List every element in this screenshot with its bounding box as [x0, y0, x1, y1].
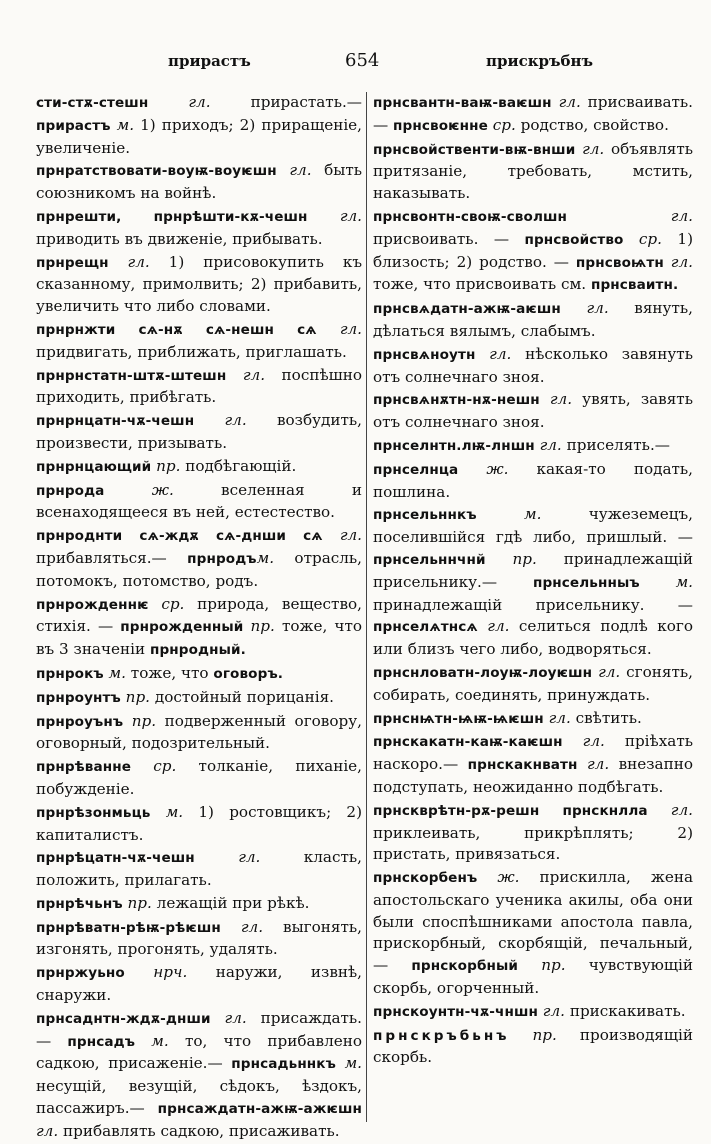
entry-definition: принадлежащій присельнику. — — [373, 595, 693, 614]
entry-headword: прнсваитн. — [590, 277, 679, 294]
dictionary-entry — [36, 756, 362, 801]
entry-headword: прнскорбный — [411, 958, 519, 975]
entry-definition: прискилла, жена апостольскаго ученика акилы, оба они были споспѣшниками апостола павла, прискорбный, скорбящій, печальный, — — [373, 868, 694, 975]
entry-definition: нѣсколько завянуть отъ солнечнаго зноя. — [373, 344, 693, 386]
column-divider — [366, 92, 367, 1122]
entry-headword: прнскакатн-каѭ-каѥшн — [373, 734, 563, 751]
entry-definition: прирастать.— — [210, 93, 362, 111]
entry-grammar-label: м. — [476, 505, 542, 524]
entry-grammar-label: гл. — [560, 299, 609, 318]
entry-grammar-label: гл. — [534, 435, 562, 454]
dictionary-entry — [36, 663, 362, 686]
entry-grammar-label: гл. — [567, 206, 693, 225]
dictionary-entry — [36, 711, 362, 756]
entry-grammar-label: м. — [256, 548, 275, 567]
entry-headword: прнсельннкъ — [373, 507, 477, 524]
dictionary-entry — [373, 731, 693, 798]
entry-grammar-label: гл. — [551, 93, 581, 111]
entry-grammar-label: ср. — [487, 115, 516, 134]
dictionary-entry — [373, 298, 693, 343]
entry-definition: пріѣхать наскоро.— — [373, 732, 693, 774]
dictionary-entry — [373, 139, 693, 205]
entry-headword: прнроунтъ — [36, 689, 121, 706]
entry-definition: родство, свойство. — [515, 115, 669, 134]
entry-grammar-label: гл. — [36, 1121, 59, 1140]
entry-headword: прнроуънъ — [36, 713, 124, 730]
dictionary-entry — [36, 365, 362, 410]
dictionary-entry — [36, 525, 362, 592]
entry-grammar-label: гл. — [307, 206, 362, 225]
entry-grammar-label: гл. — [475, 344, 512, 363]
entry-grammar-label: пр. — [122, 893, 152, 912]
entry-headword: прнрода — [36, 482, 105, 499]
dictionary-entry — [373, 867, 693, 1000]
entry-definition: лежащій при рѣкѣ. — [151, 893, 310, 912]
entry-definition: 1) приходъ; 2) приращеніе, увеличеніе. — [36, 115, 362, 157]
entry-grammar-label: пр. — [518, 956, 566, 975]
entry-headword: сти-стѫ-стешн — [36, 95, 149, 111]
entry-grammar-label: ж. — [104, 480, 174, 499]
dictionary-entry — [373, 389, 693, 434]
entry-headword: прнсельннчнй — [373, 551, 486, 568]
entry-grammar-label: пр. — [151, 456, 181, 475]
dictionary-entry — [373, 504, 693, 661]
entry-headword: прнржуьно — [36, 965, 125, 982]
entry-definition: быть союзникомъ на войнѣ. — [36, 161, 362, 203]
entry-definition: выгонять, изгонять, прогонять, удалять. — [36, 917, 362, 959]
header-right-guide-word: прискръбнъ — [486, 52, 594, 70]
dictionary-entry — [36, 594, 362, 662]
entry-headword: прнсаждатн-ажѭ-ажѥшн — [157, 1101, 362, 1118]
entry-grammar-label: гл. — [276, 161, 312, 180]
entry-definition: сгонять, собирать, соединять, принуждать. — [373, 662, 693, 704]
entry-headword: прнрѣцатн-чѫ-чешн — [36, 850, 195, 867]
entry-headword: прнроднти сѧ-ждѫ сѧ-днши сѧ — [36, 528, 323, 545]
entry-definition: объявлять притязаніе, требовать, мстить, наказывать. — [373, 139, 693, 203]
left-column — [36, 92, 362, 1144]
entry-headword: прнскакнватн — [467, 757, 578, 774]
entry-grammar-label: м. — [110, 115, 135, 134]
entry-definition: поспѣшно приходить, прибѣгать. — [36, 365, 362, 407]
entry-definition: 1) ростовщикъ; 2) капиталистъ. — [36, 802, 363, 844]
entry-headword: прирастъ — [36, 117, 111, 134]
entry-grammar-label: гл. — [575, 139, 605, 158]
entry-grammar-label: м. — [639, 572, 693, 591]
entry-definition: возбудить, произвести, призывать. — [36, 411, 362, 452]
entry-definition: подбѣгающій. — [180, 456, 297, 475]
page-header — [0, 46, 711, 72]
entry-definition: присаждать. — — [36, 1008, 362, 1050]
entry-definition: прискакивать. — [565, 1001, 686, 1020]
entry-definition: вселенная и всенаходящееся въ ней, естестество. — [36, 480, 363, 522]
entry-headword: оговоръ. — [213, 665, 284, 682]
entry-headword: прнрожденнѥ — [36, 596, 149, 613]
entry-definition: тоже, что — [125, 663, 214, 682]
entry-headword: прнрѣватн-рѣѭ-рѣѥшн — [36, 919, 221, 936]
dictionary-entry — [36, 802, 362, 847]
entry-headword: прнрнцатн-чѫ-чешн — [36, 413, 195, 430]
entry-headword: прнскръбьнъ — [373, 1027, 510, 1044]
entry-headword: прнрѣзонмьць — [36, 804, 151, 821]
entry-headword: прнрешти, прнрѣшти-кѫ-чешн — [36, 208, 308, 225]
dictionary-entry — [36, 160, 362, 205]
entry-definition: присвоивать. — — [373, 229, 525, 248]
entry-definition: наружи, извнѣ, снаружи. — [36, 963, 362, 1005]
entry-definition: тоже, что присвоивать см. — [373, 275, 591, 294]
entry-grammar-label: гл. — [322, 526, 362, 545]
entry-grammar-label: гл. — [592, 662, 621, 681]
dictionary-entry — [36, 687, 362, 710]
entry-definition: свѣтить. — [570, 708, 642, 727]
entry-definition: прибавлять садкою, присаживать. — [58, 1121, 340, 1140]
entry-headword: прнродъ — [187, 550, 257, 567]
dictionary-entry — [373, 708, 693, 731]
entry-grammar-label: ср. — [148, 594, 185, 613]
entry-definition: какая-то подать, пошлина. — [373, 459, 693, 501]
entry-grammar-label: м. — [103, 663, 126, 682]
dictionary-entry — [36, 893, 362, 916]
dictionary-entry — [36, 319, 362, 364]
entry-grammar-label: нрч. — [124, 963, 188, 982]
entry-definition: отрасль, потомокъ, потомство, родъ. — [36, 548, 363, 590]
entry-grammar-label: пр. — [509, 1025, 557, 1044]
dictionary-entry — [36, 252, 362, 318]
entry-grammar-label: ж. — [477, 868, 520, 887]
entry-definition: придвигать, приближать, приглашать. — [36, 342, 347, 361]
entry-headword: прнрѣванне — [36, 759, 132, 776]
entry-grammar-label: пр. — [123, 711, 157, 730]
entry-grammar-label: гл. — [108, 252, 150, 271]
entry-grammar-label: гл. — [148, 93, 211, 111]
entry-definition: увять, завять отъ солнечнаго зноя. — [373, 390, 693, 432]
entry-grammar-label: гл. — [194, 411, 247, 430]
dictionary-entry — [373, 1001, 693, 1024]
dictionary-entry — [373, 459, 693, 504]
dictionary-entry — [373, 435, 693, 458]
entry-grammar-label: гл. — [316, 319, 362, 338]
entry-definition: приводить въ движеніе, прибывать. — [36, 229, 323, 248]
dictionary-entry — [36, 456, 362, 479]
entry-grammar-label: ж. — [458, 459, 509, 478]
dictionary-entry — [373, 662, 693, 707]
entry-headword: прнсвѧноутн — [373, 346, 476, 363]
dictionary-entry — [373, 344, 693, 389]
entry-grammar-label: гл. — [577, 755, 610, 774]
entry-grammar-label: гл. — [562, 732, 605, 751]
entry-definition: чужеземецъ, поселившійся гдѣ либо, пришлый. — — [373, 505, 694, 547]
entry-grammar-label: пр. — [243, 617, 275, 636]
entry-headword: прнсвѧнѫтн-нѫ-нешн — [373, 392, 540, 409]
dictionary-entry — [36, 847, 362, 892]
entry-headword: прнсадъ — [67, 1033, 136, 1050]
entry-headword: прнснѩтн-ѩѭ-ѩѥшн — [373, 710, 544, 727]
entry-grammar-label: гл. — [194, 848, 261, 867]
entry-headword: прнрокъ — [36, 665, 104, 682]
entry-headword: прнскврѣтн-рѫ-решн прнскнлла — [373, 802, 648, 819]
dictionary-entry — [373, 1025, 693, 1070]
entry-headword: прнселнца — [373, 461, 459, 478]
entry-grammar-label: гл. — [647, 800, 693, 819]
entry-grammar-label: гл. — [537, 1001, 565, 1020]
dictionary-entry — [36, 410, 362, 455]
entry-definition: приклеивать, прикрѣплять; 2) пристать, привязаться. — [373, 823, 693, 864]
entry-headword: прнсаднтн-ждѫ-днши — [36, 1010, 211, 1027]
entry-definition: достойный порицанія. — [150, 687, 334, 706]
entry-headword: прнрѣчьнъ — [36, 895, 123, 912]
entry-definition: вянуть, дѣлаться вялымъ, слабымъ. — [373, 299, 693, 340]
entry-grammar-label: ср. — [623, 229, 662, 248]
entry-headword: прнрнжти сѧ-нѫ сѧ-нешн сѧ — [36, 321, 317, 338]
entry-headword: прнратствовати-воуѭ-воуѥшн — [36, 163, 277, 180]
right-column — [373, 92, 693, 1070]
entry-grammar-label: пр. — [120, 687, 151, 706]
entry-headword: прнрнцающий — [36, 458, 152, 475]
entry-grammar-label: гл. — [220, 917, 264, 936]
entry-grammar-label: гл. — [226, 365, 266, 384]
dictionary-entry — [373, 206, 693, 297]
entry-grammar-label: м. — [335, 1054, 362, 1073]
entry-definition: селиться подлѣ кого или близъ чего либо, водворяться. — [373, 617, 693, 659]
dictionary-entry — [373, 92, 693, 138]
entry-definition: тоже, что въ 3 значеніи — [36, 617, 362, 659]
entry-headword: прнсвонтн-своѭ-сволшн — [373, 208, 568, 225]
page-number: 654 — [345, 50, 380, 71]
dictionary-entry — [36, 1008, 362, 1143]
entry-definition: толканіе, пиханіе, побужденіе. — [36, 757, 362, 798]
entry-headword: прнсвантн-ваѭ-ваѥшн — [373, 95, 552, 111]
entry-definition: принадлежащій присельнику.— — [373, 549, 693, 591]
entry-headword: прнсвѧдатн-ажѭ-аѥшн — [373, 301, 561, 318]
dictionary-entry — [36, 917, 362, 962]
header-left-guide-word: прирастъ — [168, 52, 251, 70]
entry-definition: класть, положить, прилагать. — [36, 848, 362, 890]
entry-headword: прнскорбенъ — [373, 870, 478, 887]
entry-headword: прнсвойство — [524, 231, 624, 248]
entry-grammar-label: гл. — [539, 390, 573, 409]
entry-grammar-label: гл. — [210, 1008, 247, 1027]
entry-grammar-label: м. — [135, 1031, 169, 1050]
entry-definition: производящій скорбь. — [373, 1025, 693, 1067]
entry-grammar-label: гл. — [663, 252, 693, 271]
entry-headword: прнродный. — [149, 642, 246, 659]
entry-headword: прнсвоѩтн — [575, 254, 664, 271]
entry-headword: прнселѧтнсѧ — [373, 619, 478, 636]
dictionary-entry — [373, 800, 693, 866]
entry-headword: прнсвоѥнне — [393, 117, 488, 134]
entry-grammar-label: пр. — [485, 549, 537, 568]
entry-definition: то, что прибавлено садкою, присаженіе.— — [36, 1031, 362, 1073]
entry-definition: чувствующій скорбь, огорченный. — [373, 956, 693, 998]
entry-headword: прнскоунтн-чѫ-чншн — [373, 1003, 538, 1020]
entry-headword: прнсвойственти-вѭ-внши — [373, 141, 576, 158]
entry-headword: прнснловатн-лоуѭ-лоуѥшн — [373, 664, 593, 681]
dictionary-entry — [36, 206, 362, 251]
entry-headword: прнрнстатн-штѫ-штешн — [36, 367, 227, 384]
entry-definition: прибавляться.— — [36, 548, 188, 567]
entry-definition: природа, вещество, стихія. — — [36, 594, 362, 636]
entry-headword: прнрещн — [36, 254, 109, 271]
dictionary-entry — [36, 480, 362, 525]
entry-grammar-label: м. — [150, 802, 184, 821]
entry-definition: внезапно подступать, неожиданно подбѣгать. — [373, 755, 694, 796]
entry-headword: прнрожденный — [120, 619, 244, 636]
dictionary-entry — [36, 962, 362, 1007]
entry-definition: 1) присовокупить къ сказанному, примолвить; 2) прибавить, увеличить что либо словами. — [36, 252, 362, 316]
entry-headword: прнсельнныъ — [532, 574, 640, 591]
entry-definition: несущій, везущій, сѣдокъ, ѣздокъ, пассажиръ.— — [36, 1077, 362, 1118]
entry-definition: приселять.— — [561, 435, 670, 454]
dictionary-entry — [36, 92, 362, 159]
entry-definition: 1) близость; 2) родство. — — [373, 229, 694, 271]
entry-headword: прнсадьннкъ — [231, 1056, 336, 1073]
entry-grammar-label: гл. — [543, 708, 571, 727]
entry-grammar-label: гл. — [477, 617, 510, 636]
entry-definition: подверженный оговору, оговорный, подозрительный. — [36, 711, 362, 753]
entry-definition: присваивать. — — [373, 93, 693, 134]
entry-headword: прнселнтн.лѭ-лншн — [373, 437, 535, 454]
entry-grammar-label: ср. — [131, 757, 177, 776]
